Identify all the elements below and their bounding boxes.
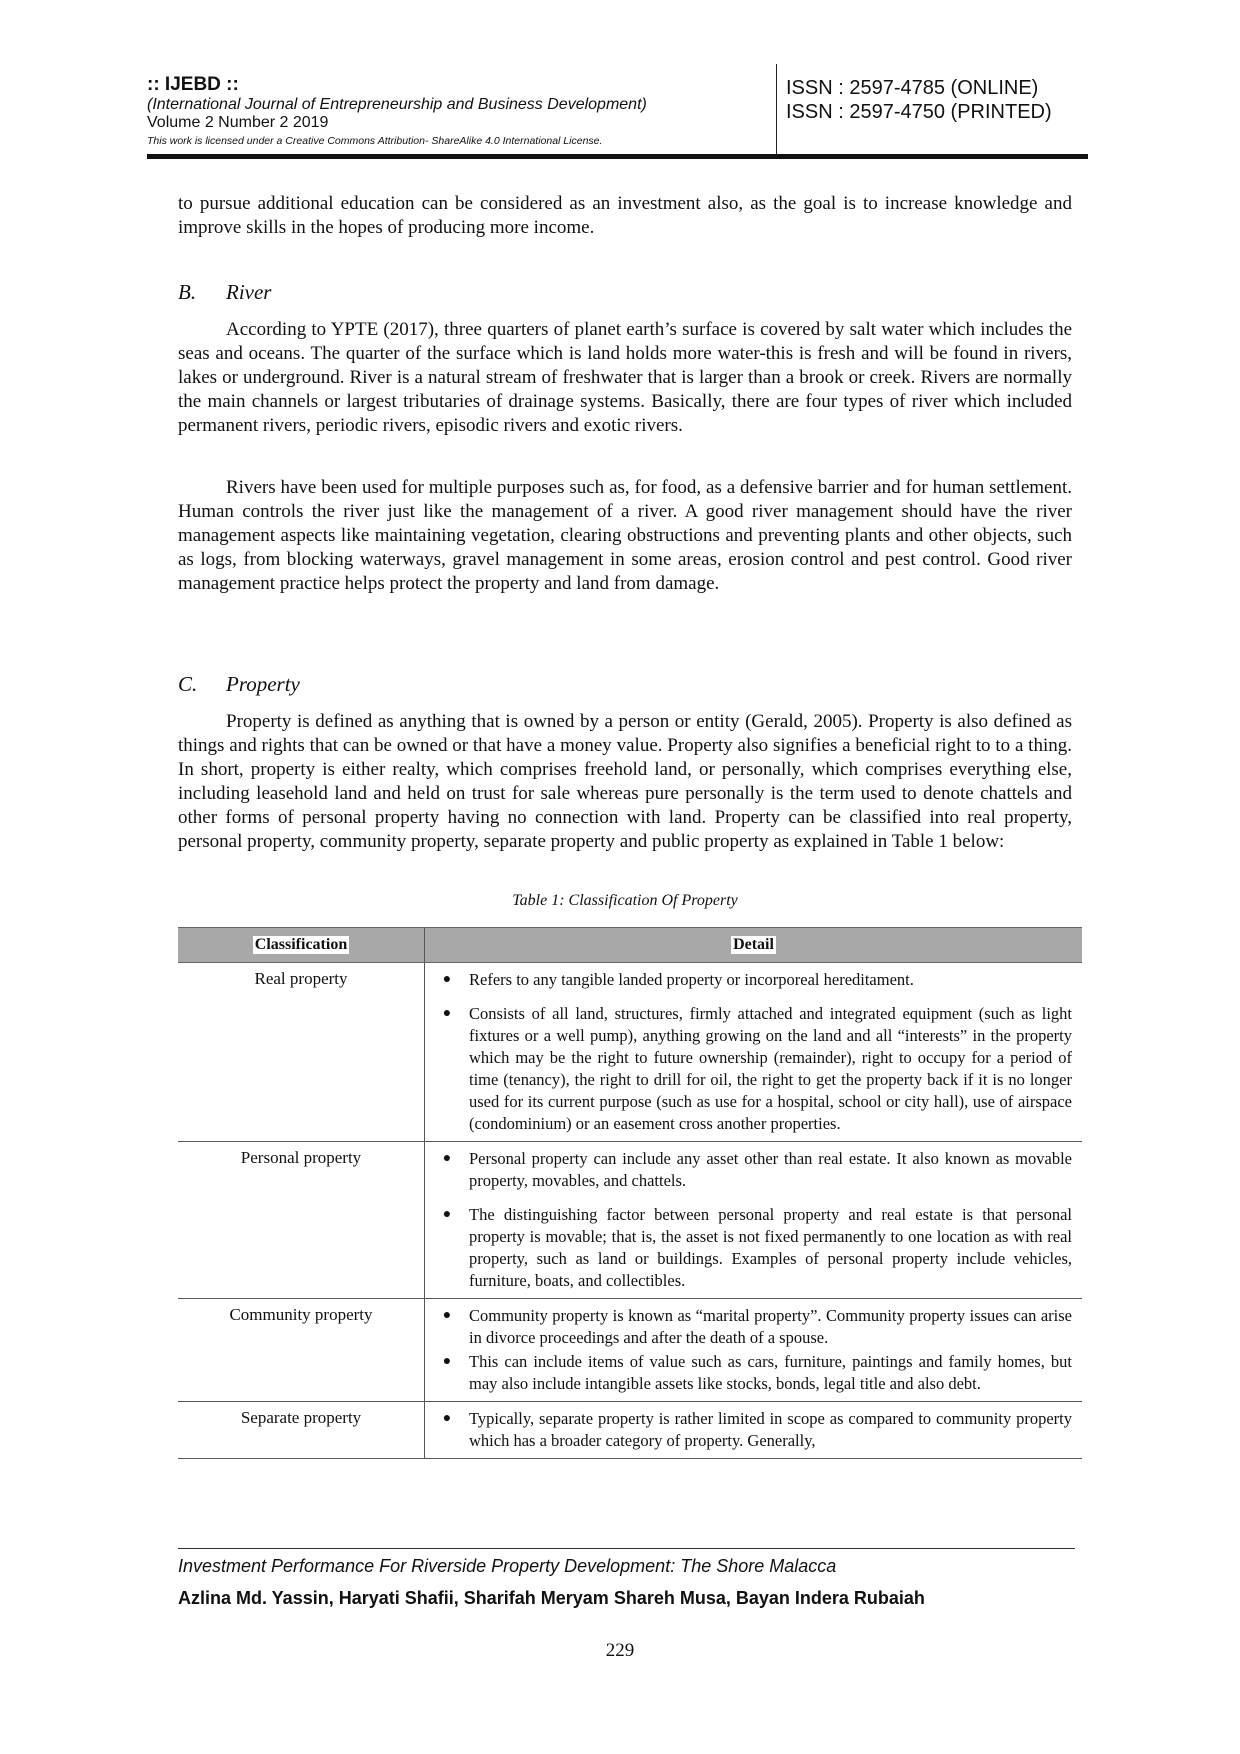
section-c-heading [178, 672, 300, 697]
row-classification: Community property [178, 1299, 425, 1401]
section-c-title: Property [226, 672, 300, 696]
header-divider [776, 64, 777, 154]
row-details [425, 1402, 1082, 1458]
header-rule [147, 154, 1088, 159]
bullet-icon: ● [442, 1151, 452, 1166]
intro-paragraph: to pursue additional education can be considered as an investment also, as the goal is to increase knowledge and improve skills in the hopes of producing more income. [178, 193, 1072, 238]
row-details [425, 1299, 1082, 1401]
list-item: ● The distinguishing factor between personal property and real estate is that personal property is movable; that is, the asset is not fixed permanently to one location as with real property, such as land or buildings. Examples of personal property include vehicles, furniture, boats, and collectibles. [425, 1204, 1072, 1292]
issn-printed: ISSN : 2597-4750 (PRINTED) [786, 101, 1052, 123]
article-authors: Azlina Md. Yassin, Haryati Shafii, Sharifah Meryam Shareh Musa, Bayan Indera Rubaiah [178, 1588, 925, 1608]
list-item: ● Personal property can include any asset other than real estate. It also known as movable property, movables, and chattels. [425, 1148, 1072, 1192]
section-b-paragraph-1: According to YPTE (2017), three quarters of planet earth’s surface is covered by salt water which includes the seas and oceans. The quarter of the surface which is land holds more water-this is fresh and will be found in rivers, lakes or underground. River is a natural stream of freshwater that is larger than a brook or creek. Rivers are normally the main channels or largest tributaries of drainage systems. Basically, there are four types of river which included permanent rivers, periodic rivers, episodic rivers and exotic rivers. [178, 319, 1072, 436]
table-row [178, 1402, 1082, 1459]
section-b-letter: B. [178, 280, 197, 304]
table-header-classification: Classification [178, 928, 425, 962]
license-notice: This work is licensed under a Creative Commons Attribution- ShareAlike 4.0 International License. [147, 135, 603, 147]
list-item: ● This can include items of value such as cars, furniture, paintings and family homes, but may also include intangible assets like stocks, bonds, legal title and also debt. [425, 1351, 1072, 1395]
list-item: ● Community property is known as “marital property”. Community property issues can arise in divorce proceedings and after the death of a spouse. [425, 1305, 1072, 1349]
bullet-icon: ● [442, 1207, 452, 1222]
section-b-paragraph-2: Rivers have been used for multiple purposes such as, for food, as a defensive barrier and for human settlement. Human controls the river just like the management of a river. A good river management should have the river management aspects like maintaining vegetation, clearing obstructions and preventing plants and other objects, such as logs, from blocking waterways, gravel management in some areas, erosion control and pest control. Good river management practice helps protect the property and land from damage. [178, 477, 1072, 594]
bullet-icon: ● [442, 1006, 452, 1021]
bullet-icon: ● [442, 1308, 452, 1323]
section-b-heading [178, 280, 271, 305]
table-header-detail: Detail [733, 936, 774, 953]
row-details [425, 963, 1082, 1141]
table-header-row [178, 927, 1082, 963]
page-number: 229 [605, 1640, 635, 1661]
journal-full-name: (International Journal of Entrepreneurship and Business Development) [147, 96, 647, 113]
table-row [178, 1299, 1082, 1402]
row-details [425, 1142, 1082, 1298]
journal-name: :: IJEBD :: [147, 74, 239, 95]
row-classification: Real property [178, 963, 425, 1141]
footer-rule [178, 1548, 1075, 1549]
article-title: Investment Performance For Riverside Property Development: The Shore Malacca [178, 1556, 837, 1576]
table-row [178, 1142, 1082, 1299]
table-caption: Table 1: Classification Of Property [512, 892, 738, 909]
row-classification: Personal property [178, 1142, 425, 1298]
section-b-title: River [226, 280, 272, 304]
row-classification: Separate property [178, 1402, 425, 1458]
classification-table [178, 927, 1082, 1459]
journal-header [147, 74, 767, 148]
bullet-icon: ● [442, 972, 452, 987]
list-item: ● Consists of all land, structures, firmly attached and integrated equipment (such as light fixtures or a well pump), anything growing on the land and all “interests” in the property which may be the right to future ownership (remainder), right to occupy for a period of time (tenancy), the right to drill for oil, the right to get the property back if it is no longer used for its current purpose (such as use for a hospital, school or city hall), use of airspace (condominium) or an easement cross another properties. [425, 1003, 1072, 1135]
table-row [178, 963, 1082, 1142]
list-item: ● Refers to any tangible landed property or incorporeal hereditament. [425, 969, 1072, 991]
bullet-icon: ● [442, 1354, 452, 1369]
section-c-paragraph: Property is defined as anything that is owned by a person or entity (Gerald, 2005). Property is also defined as things and rights that can be owned or that have a money value. Property also signifies a beneficial right to to a thing. In short, property is either realty, which comprises freehold land, or personally, which comprises everything else, including leasehold land and held on trust for sale whereas pure personally is the term used to denote chattels and other forms of personal property having no connection with land. Property can be classified into real property, personal property, community property, separate property and public property as explained in Table 1 below: [178, 711, 1072, 852]
issn-online: ISSN : 2597-4785 (ONLINE) [786, 77, 1039, 99]
bullet-icon: ● [442, 1411, 452, 1426]
journal-volume: Volume 2 Number 2 2019 [147, 114, 329, 131]
issn-block [786, 76, 1052, 124]
section-c-letter: C. [178, 672, 198, 696]
list-item: ● Typically, separate property is rather limited in scope as compared to community property which has a broader category of property. Generally, [425, 1408, 1072, 1452]
